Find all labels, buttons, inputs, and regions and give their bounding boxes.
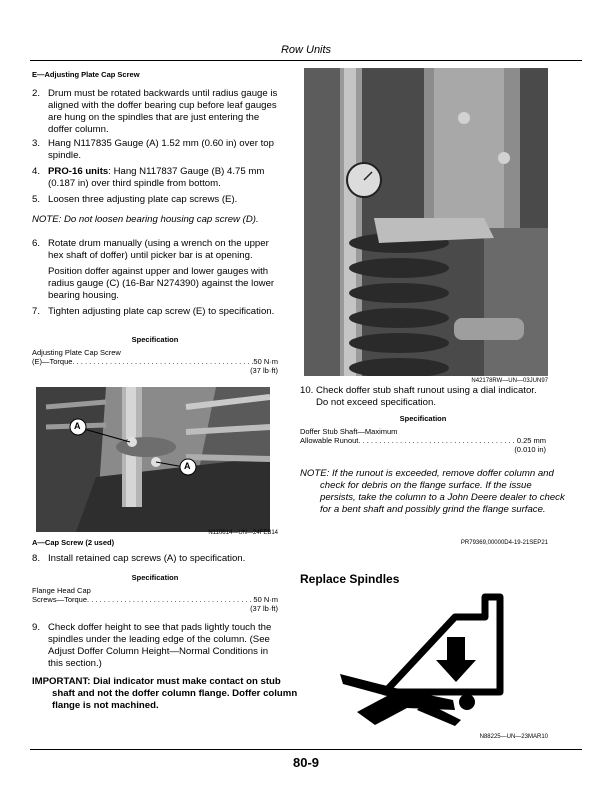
step-10 (300, 385, 550, 409)
running-header: Row Units (280, 44, 332, 56)
crush-hazard-pictogram (335, 592, 550, 737)
step-text: Loosen three adjusting plate cap screws (E). (48, 194, 238, 205)
spec-item: Doffer Stub Shaft—Maximum (300, 427, 398, 436)
spec-item: Adjusting Plate Cap Screw (32, 348, 121, 357)
step-text: Install retained cap screws (A) to specification. (48, 553, 246, 564)
spec-row (300, 436, 546, 445)
header-rule (30, 60, 582, 61)
warning-id: N88225—UN—23MAR10 (479, 734, 548, 740)
step-number: 10. (300, 385, 314, 396)
step-number: 3. (32, 138, 41, 149)
step-number: 2. (32, 88, 41, 99)
step-6-paragraph: Position doffer against upper and lower gauges with radius gauge (C) (16-Bar N274390) against the lower bearing housing. (48, 266, 275, 301)
step-text: Check doffer height to see that pads lightly touch the spindles under the leading edge of the column. (See Adjust Doffer Column Height—Normal Conditions in this section.) (48, 622, 272, 669)
photo-id-1: N110614—UN—24FEB14 (208, 530, 278, 536)
doffer-column-illustration (304, 68, 548, 376)
spec-table-2 (32, 573, 278, 613)
step-text: Check doffer stub shaft runout using a dial indicator. Do not exceed specification. (316, 385, 537, 408)
step-7 (32, 306, 278, 318)
step-text: : Hang N117837 Gauge (B) 4.75 mm (0.187 in) over third spindle from bottom. (48, 166, 265, 189)
cap-screw-illustration (36, 387, 270, 532)
callout-a-left: A (74, 421, 81, 431)
spec-title: Specification (131, 573, 179, 582)
step-emphasis: PRO-16 units (48, 166, 109, 177)
spec-row (32, 357, 278, 366)
crush-hazard-warning-icon (335, 592, 550, 737)
note-runout: NOTE: If the runout is exceeded, remove doffer column and check for debris on the flange surface. If the issue persists, take the column to a John Deere dealer to check for a bent shaft and possibly grind the flange surface. (300, 468, 565, 515)
spec-item: Flange Head Cap (32, 586, 91, 595)
step-text: Drum must be rotated backwards until radius gauge is aligned with the doffer bearing cup before leaf gauges are hung on the spindles that are just entering the doffer column. (48, 88, 278, 135)
page-number: 80-9 (292, 755, 320, 770)
step-number: 4. (32, 166, 41, 177)
spec-value-alt: (37 lb·ft) (250, 366, 278, 375)
section-title-replace-spindles: Replace Spindles (300, 572, 400, 586)
step-8 (32, 553, 278, 565)
leader-dots (358, 436, 516, 445)
step-6 (32, 238, 278, 262)
spec-row (32, 595, 278, 604)
spec-title: Specification (131, 335, 179, 344)
spec-label: Screws—Torque (32, 595, 88, 604)
spec-value: 50 N·m (253, 357, 278, 366)
dial-indicator-photo (304, 68, 548, 376)
spec-label: (E)—Torque (32, 357, 73, 366)
photo-caption-a: A—Cap Screw (2 used) (32, 538, 115, 547)
step-number: 9. (32, 622, 41, 633)
note-bearing-housing: NOTE: Do not loosen bearing housing cap screw (D). (32, 214, 259, 225)
step-text: Hang N117835 Gauge (A) 1.52 mm (0.60 in) over top spindle. (48, 138, 274, 161)
step-number: 6. (32, 238, 41, 249)
step-number: 7. (32, 306, 41, 317)
spec-label: Allowable Runout (300, 436, 359, 445)
important-notice: IMPORTANT: Dial indicator must make contact on stub shaft and not the doffer column flange. Doffer column flange is not machined. (32, 676, 298, 711)
step-2 (32, 88, 278, 136)
step-number: 5. (32, 194, 41, 205)
step-3 (32, 138, 278, 162)
leader-dots (87, 595, 253, 604)
callout-a-right: A (184, 461, 191, 471)
step-number: 8. (32, 553, 41, 564)
spec-value: 50 N·m (253, 595, 278, 604)
spec-value-alt: (37 lb·ft) (250, 604, 278, 613)
step-4 (32, 166, 278, 190)
spec-table-3 (300, 414, 546, 454)
step-5 (32, 194, 278, 206)
photo-id-2: N42178RW—UN—03JUN97 (471, 378, 548, 384)
spec-table-1 (32, 335, 278, 375)
step-text: Tighten adjusting plate cap screw (E) to specification. (48, 306, 275, 317)
spec-title: Specification (399, 414, 447, 423)
leader-dots (72, 357, 253, 366)
footer-rule (30, 749, 582, 750)
step-text: Rotate drum manually (using a wrench on the upper hex shaft of doffer) until picker bar is at opening. (48, 238, 269, 261)
spec-value: 0.25 mm (516, 436, 546, 445)
step-9 (32, 622, 278, 670)
photo-caption-e: E—Adjusting Plate Cap Screw (32, 70, 140, 79)
cap-screw-photo (36, 387, 270, 532)
pr-id: PR79369,00000D4-19-21SEP21 (460, 540, 548, 546)
spec-value-alt: (0.010 in) (514, 445, 546, 454)
